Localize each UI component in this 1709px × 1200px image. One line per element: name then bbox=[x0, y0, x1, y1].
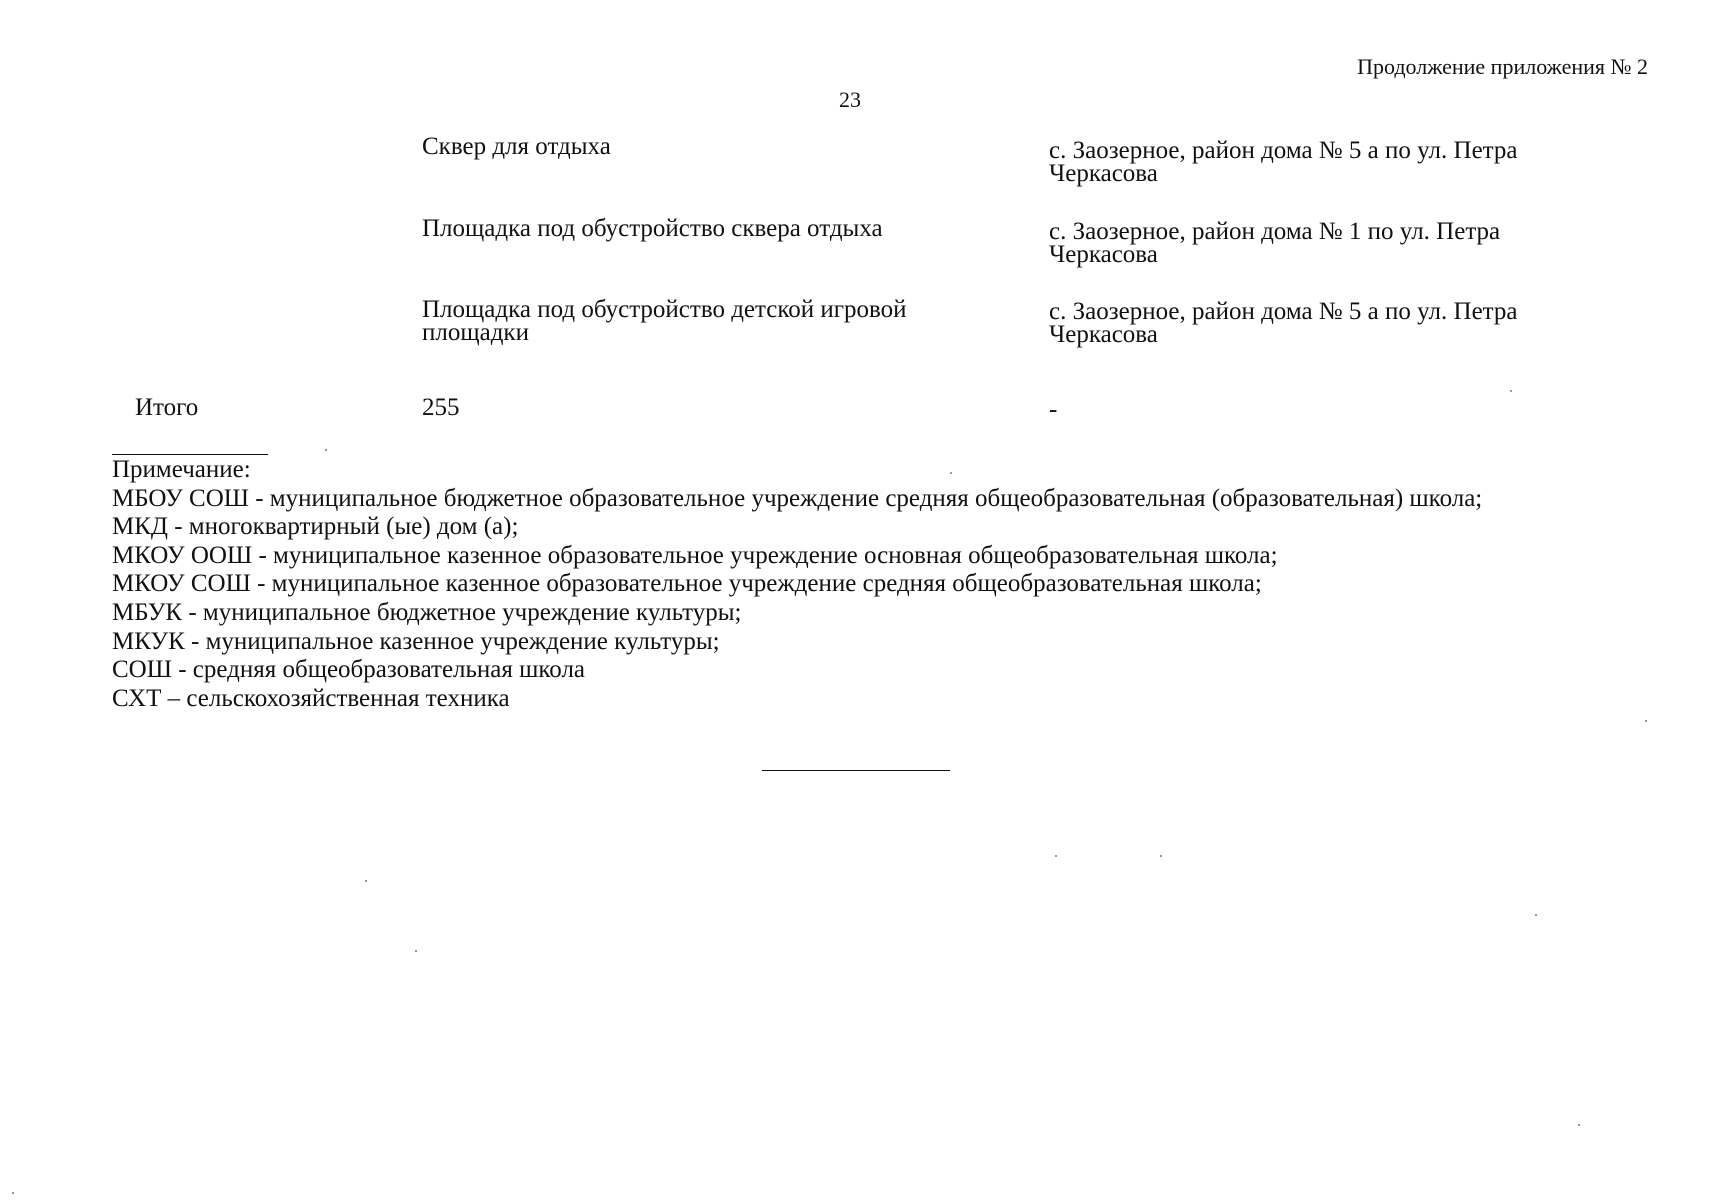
table-row-address: с. Заозерное, район дома № 5 а по ул. Петра Черкасова bbox=[1049, 298, 1518, 348]
table-row-address: с. Заозерное, район дома № 1 по ул. Петра Черкасова bbox=[1049, 218, 1501, 268]
end-separator-line bbox=[762, 770, 950, 771]
note-item: СХТ – сельскохозяйственная техника bbox=[112, 684, 510, 712]
total-value: 255 bbox=[422, 394, 460, 421]
note-item: МБУК - муниципальное бюджетное учреждение культуры; bbox=[112, 598, 742, 626]
notes-title: Примечание: bbox=[112, 456, 251, 483]
note-item: МКУК - муниципальное казенное учреждение культуры; bbox=[112, 627, 720, 655]
scan-speck bbox=[950, 472, 952, 474]
note-item: МКОУ СОШ - муниципальное казенное образовательное учреждение средняя общеобразовательная школа; bbox=[112, 570, 1262, 598]
scan-speck bbox=[12, 1192, 14, 1194]
scan-speck bbox=[1578, 1124, 1580, 1126]
note-item: МБОУ СОШ - муниципальное бюджетное образовательное учреждение средняя общеобразовательная (образовательная) школа; bbox=[112, 484, 1483, 512]
table-row-address: с. Заозерное, район дома № 5 а по ул. Петра Черкасова bbox=[1049, 137, 1518, 187]
scan-speck bbox=[365, 880, 367, 882]
table-row-name: Сквер для отдыха bbox=[422, 133, 611, 160]
appendix-continuation-label: Продолжение приложения № 2 bbox=[1357, 54, 1648, 79]
note-separator-line bbox=[112, 454, 268, 455]
scan-speck bbox=[1535, 914, 1537, 916]
page-number: 23 bbox=[839, 87, 861, 112]
total-dash: - bbox=[1049, 396, 1058, 423]
total-label: Итого bbox=[135, 394, 199, 421]
scan-speck bbox=[1160, 855, 1162, 857]
table-row-name: Площадка под обустройство детской игровой площадки bbox=[422, 296, 907, 346]
note-item: МКД - многоквартирный (ые) дом (а); bbox=[112, 513, 519, 541]
scan-speck bbox=[1510, 390, 1512, 392]
notes-section bbox=[57, 456, 1665, 713]
note-item: МКОУ ООШ - муниципальное казенное образовательное учреждение основная общеобразовательная школа; bbox=[112, 541, 1278, 569]
note-item: СОШ - средняя общеобразовательная школа bbox=[112, 656, 586, 684]
scan-speck bbox=[415, 950, 417, 952]
scan-speck bbox=[1645, 720, 1647, 722]
table-row-name: Площадка под обустройство сквера отдыха bbox=[422, 215, 883, 242]
scan-speck bbox=[325, 449, 327, 451]
scan-speck bbox=[1055, 855, 1057, 857]
